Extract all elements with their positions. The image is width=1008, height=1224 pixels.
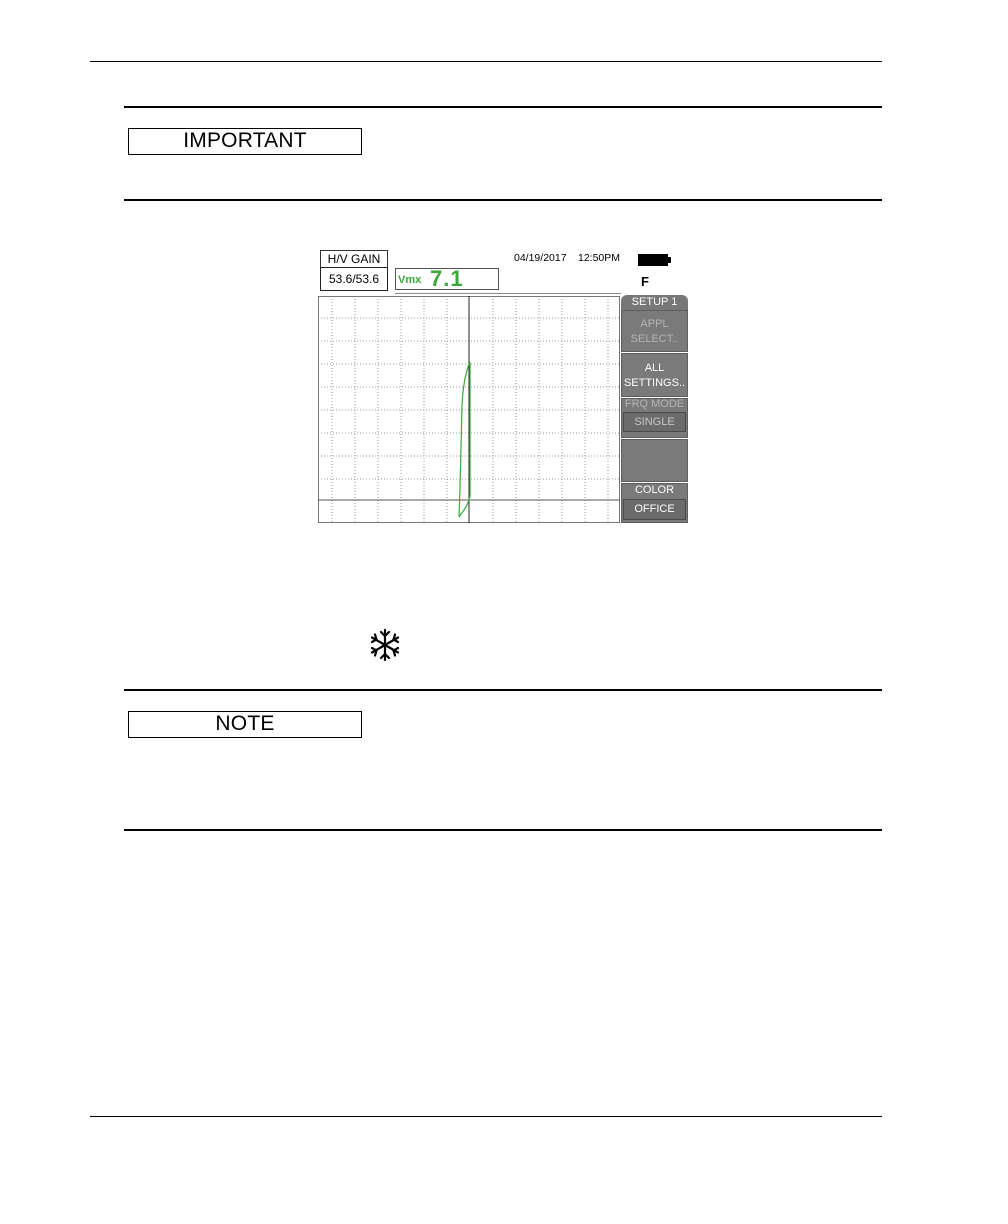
measurement-value: 7.1 — [430, 266, 464, 291]
gain-value: 53.6/53.6 — [328, 272, 380, 286]
gain-label: H/V GAIN — [327, 252, 381, 266]
empty-menu-button[interactable] — [621, 439, 688, 482]
appl-select-line1: APPL — [640, 318, 669, 330]
measurement-readout — [395, 268, 499, 290]
important-bottom-rule — [124, 199, 882, 201]
battery-icon — [638, 254, 668, 266]
frequency-mark: F — [641, 274, 649, 289]
all-settings-line2: SETTINGS.. — [623, 377, 686, 389]
measurement-label: Vmx — [398, 274, 422, 286]
page-footer-rule — [90, 1116, 882, 1117]
frq-mode-caption: FRQ MODE — [624, 398, 685, 410]
color-value — [623, 499, 686, 520]
important-label: IMPORTANT — [128, 128, 362, 155]
appl-select-line2: SELECT.. — [630, 333, 679, 345]
readout-underline — [395, 293, 621, 294]
note-top-rule — [124, 689, 882, 691]
note-label: NOTE — [128, 711, 362, 738]
page-header-rule — [90, 61, 882, 62]
important-top-rule — [124, 106, 882, 108]
signal-trace — [459, 362, 470, 517]
all-settings-button[interactable] — [621, 353, 688, 397]
menu-title-text: SETUP 1 — [631, 296, 678, 308]
color-caption: COLOR — [634, 484, 675, 496]
gain-value-box — [320, 267, 388, 291]
appl-select-button[interactable] — [621, 310, 688, 352]
color-value-text: OFFICE — [634, 503, 675, 515]
instrument-screen — [318, 248, 690, 528]
gain-label-box — [320, 250, 388, 268]
impedance-plane-display — [318, 296, 620, 523]
all-settings-line1: ALL — [644, 362, 665, 374]
menu-title-setup — [621, 295, 688, 310]
frq-mode-value — [623, 412, 686, 432]
battery-tip — [668, 257, 671, 263]
time-display: 12:50PM — [578, 252, 621, 264]
frq-mode-value-text: SINGLE — [634, 416, 675, 428]
snowflake-icon — [368, 628, 402, 662]
note-bottom-rule — [124, 829, 882, 831]
date-display: 04/19/2017 — [514, 252, 567, 264]
